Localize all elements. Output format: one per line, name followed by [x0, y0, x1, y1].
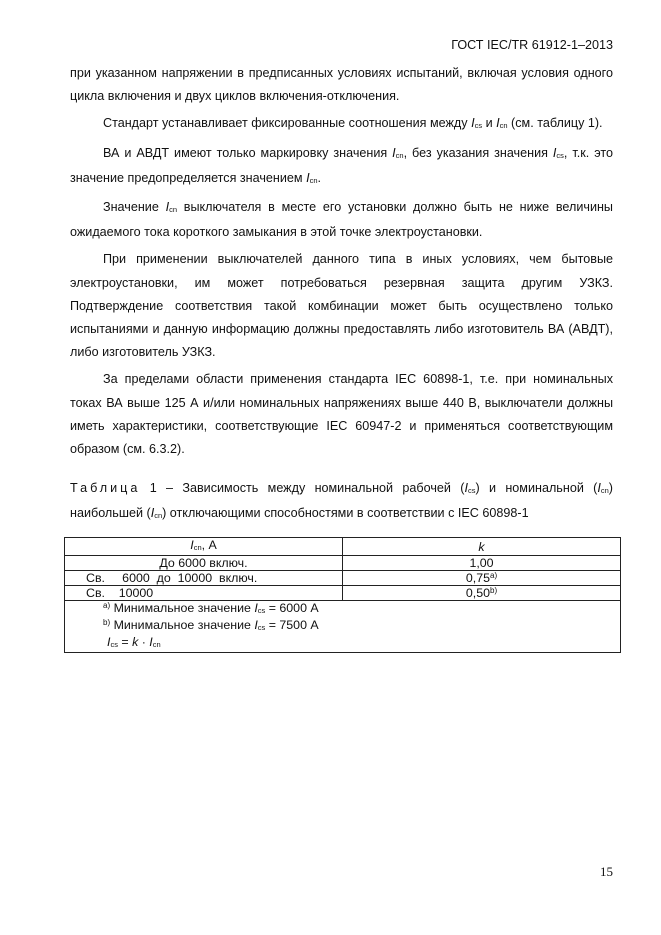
document-code: ГОСТ IEC/TR 61912-1–2013: [451, 38, 613, 52]
table-header-row: [65, 538, 621, 556]
formula: $I_{cs} = k \cdot I_{cn}$: [107, 635, 161, 649]
row-range: Св. 10000: [65, 586, 343, 601]
note-b: $^{b)}$ Минимальное значение $I_{cs} = 7500$ А: [103, 618, 319, 632]
page-number: 15: [600, 864, 613, 879]
table-row: [65, 571, 621, 586]
paragraph-4: Значение $I_{cn}$ выключателя в месте его установки должно быть не ниже величины ожидаемого тока короткого замыкания в этой точке электроустановки.: [70, 200, 613, 240]
paragraph-1: при указанном напряжении в предписанных условиях испытаний, включая условия одного цикла включения и двух циклов включения-отключения.: [70, 66, 613, 104]
table-caption: Таблица 1 – Зависимость между номинальной рабочей $(I_{cs})$ и номинальной $(I_{cn})$ наибольшей $(I_{cn})$ отключающими способностями в соответствии с IEC 60898-1: [70, 481, 613, 520]
body-text: [70, 62, 613, 461]
paragraph-3: ВА и АВДТ имеют только маркировку значения $I_{cn}$, без указания значения $I_{cs}$, т.к. это значение предопределяется значением $I_{cn}$.: [70, 145, 613, 185]
row-k-value: 0,50$^{b)}$: [343, 586, 621, 601]
header-current: $I_{cn}$, А: [65, 538, 343, 556]
table-row: [65, 556, 621, 571]
ratio-table: [64, 537, 621, 653]
table-notes: [65, 601, 621, 653]
table-row: [65, 586, 621, 601]
header-k: k: [343, 538, 621, 556]
row-k-value: 0,75$^{a)}$: [343, 571, 621, 586]
row-range: Св. 6000 до 10000 включ.: [65, 571, 343, 586]
table-notes-row: [65, 601, 621, 653]
note-a: $^{a)}$ Минимальное значение $I_{cs} = 6000$ А: [103, 601, 319, 615]
row-k-value: 1,00: [343, 556, 621, 571]
paragraph-6: За пределами области применения стандарта IEC 60898-1, т.е. при номинальных токах ВА выше 125 А и/или номинальных напряжениях выше 440 В, выключатели должны иметь характеристики, соответствующие IEC 60947-2 и применяться соответствующим образом (см. 6.3.2).: [70, 372, 613, 457]
row-range: До 6000 включ.: [65, 556, 343, 571]
paragraph-2: Стандарт устанавливает фиксированные соотношения между $I_{cs}$ и $I_{cn}$ (см. таблицу 1).: [103, 116, 603, 131]
paragraph-5: При применении выключателей данного типа в иных условиях, чем бытовые электроустановки, им может потребоваться резервная защита другим УЗКЗ. Подтверждение соответствия такой комбинации может быть осуществлено только испытаниями и данную информацию должны предоставлять либо изготовитель ВА (АВДТ), либо изготовитель УЗКЗ.: [70, 252, 613, 360]
